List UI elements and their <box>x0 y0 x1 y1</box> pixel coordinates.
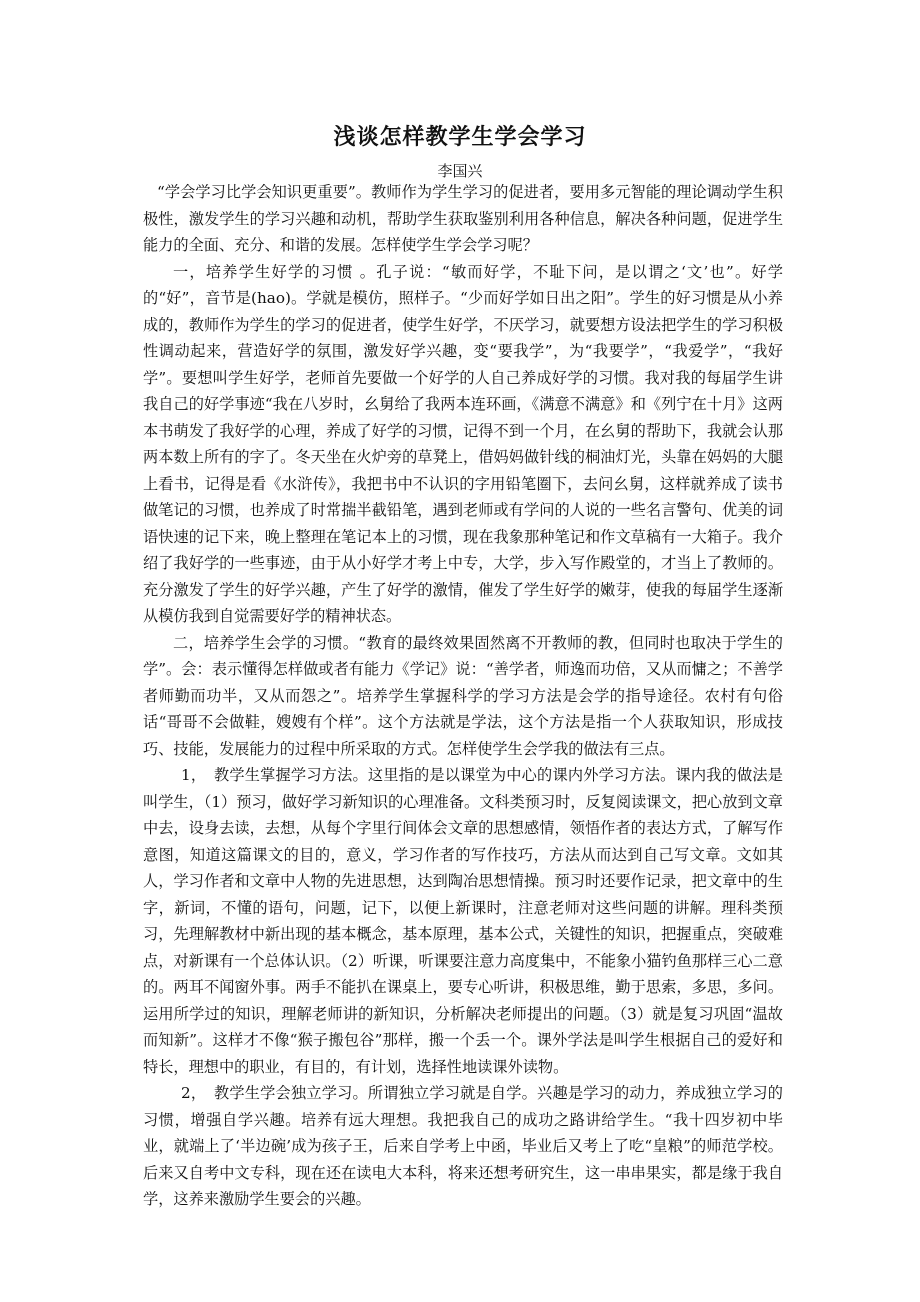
paragraph-intro: “学会学习比学会知识更重要”。教师作为学生学习的促进者，要用多元智能的理论调动学生积极性，激发学生的学习兴趣和动机，帮助学生获取鉴别利用各种信息，解决各种问题，促进学生能力的全面、充分、和谐的发展。怎样使学生学会学习呢？ <box>143 183 783 254</box>
document-body <box>143 179 783 1213</box>
paragraph-section-2: 二，培养学生会学的习惯。“教育的最终效果固然离不开教师的教，但同时也取决于学生的学”。会：表示懂得怎样做或者有能力《学记》说：“善学者，师逸而功倍，又从而慵之；不善学者师勤而功半，又从而怨之”。培养学生掌握科学的学习方法是会学的指导途径。农村有句俗话“哥哥不会做鞋，嫂嫂有个样”。这个方法就是学法，这个方法是指一个人获取知识，形成技巧、技能，发展能力的过程中所采取的方式。怎样使学生会学我的做法有三点。 <box>143 633 783 758</box>
document-author: 李国兴 <box>437 162 483 180</box>
paragraph-point-1: 1， 教学生掌握学习方法。这里指的是以课堂为中心的课内外学习方法。课内我的做法是叫学生，（1）预习，做好学习新知识的心理准备。文科类预习时，反复阅读课文，把心放到文章中去，设身去读，去想，从每个字里行间体会文章的思想感情，领悟作者的表达方式，了解写作意图，知道这篇课文的目的，意义，学习作者的写作技巧，方法从而达到自己写文章。文如其人，学习作者和文章中人物的先进思想，达到陶冶思想情操。预习时还要作记录，把文章中的生字，新词，不懂的语句，问题，记下，以便上新课时，注意老师对这些问题的讲解。理科类预习，先理解教材中新出现的基本概念，基本原理，基本公式，关键性的知识，把握重点，突破难点，对新课有一个总体认识。（2）听课，听课要注意力高度集中，不能象小猫钓鱼那样三心二意的。两耳不闻窗外事。两手不能扒在课桌上，要专心听讲，积极思维，勤于思索，多思，多问。运用所学过的知识，理解老师讲的新知识，分析解决老师提出的问题。（3）就是复习巩固“温故而知新”。这样才不像“猴子搬包谷”那样，搬一个丢一个。课外学法是叫学生根据自己的爱好和特长，理想中的职业，有目的，有计划，选择性地读课外读物。 <box>143 766 783 1076</box>
document-title: 浅谈怎样教学生学会学习 <box>333 124 587 150</box>
paragraph-section-1: 一，培养学生好学的习惯 。孔子说：“敏而好学，不耻下问，是以谓之‘文’也”。好学的“好”，音节是(hao)。学就是模仿，照样子。“少而好学如日出之阳”。学生的好习惯是从小养成的，教师作为学生的学习的促进者，使学生好学，不厌学习，就要想方设法把学生的学习积极性调动起来，营造好学的氛围，激发好学兴趣，变“要我学”，为“我要学”，“我爱学”，“我好学”。要想叫学生好学，老师首先要做一个好学的人自己养成好学的习惯。我对我的每届学生讲我自己的好学事迹“我在八岁时，幺舅给了我两本连环画，《满意不满意》和《列宁在十月》这两本书萌发了我好学的心理，养成了好学的习惯，记得不到一个月，在幺舅的帮助下，我就会认那两本数上所有的字了。冬天坐在火炉旁的草凳上，借妈妈做针线的桐油灯光，头靠在妈妈的大腿上看书，记得是看《水浒传》，我把书中不认识的字用铅笔圈下，去问幺舅，这样就养成了读书做笔记的习惯，也养成了时常揣半截铅笔，遇到老师或有学问的人说的一些名言警句、优美的词语快速的记下来，晚上整理在笔记本上的习惯，现在我象那种笔记和作文草稿有一大箱子。我介绍了我好学的一些事迹，由于从小好学才考上中专，大学，步入写作殿堂的，才当上了教师的。充分激发了学生的好学兴趣，产生了好学的激情，催发了学生好学的嫩芽，使我的每届学生逐渐从模仿我到自觉需要好学的精神状态。 <box>143 262 783 625</box>
paragraph-point-2: 2， 教学生学会独立学习。所谓独立学习就是自学。兴趣是学习的动力，养成独立学习的习惯，增强自学兴趣。培养有远大理想。我把我自己的成功之路讲给学生。“我十四岁初中毕业，就端上了‘半边碗’成为孩子王，后来自学考上中函，毕业后又考上了吃“皇粮”的师范学校。后来又自考中文专科，现在还在读电大本科，将来还想考研究生，这一串串果实，都是缘于我自学，这养来激励学生要会的兴趣。 <box>143 1084 783 1208</box>
